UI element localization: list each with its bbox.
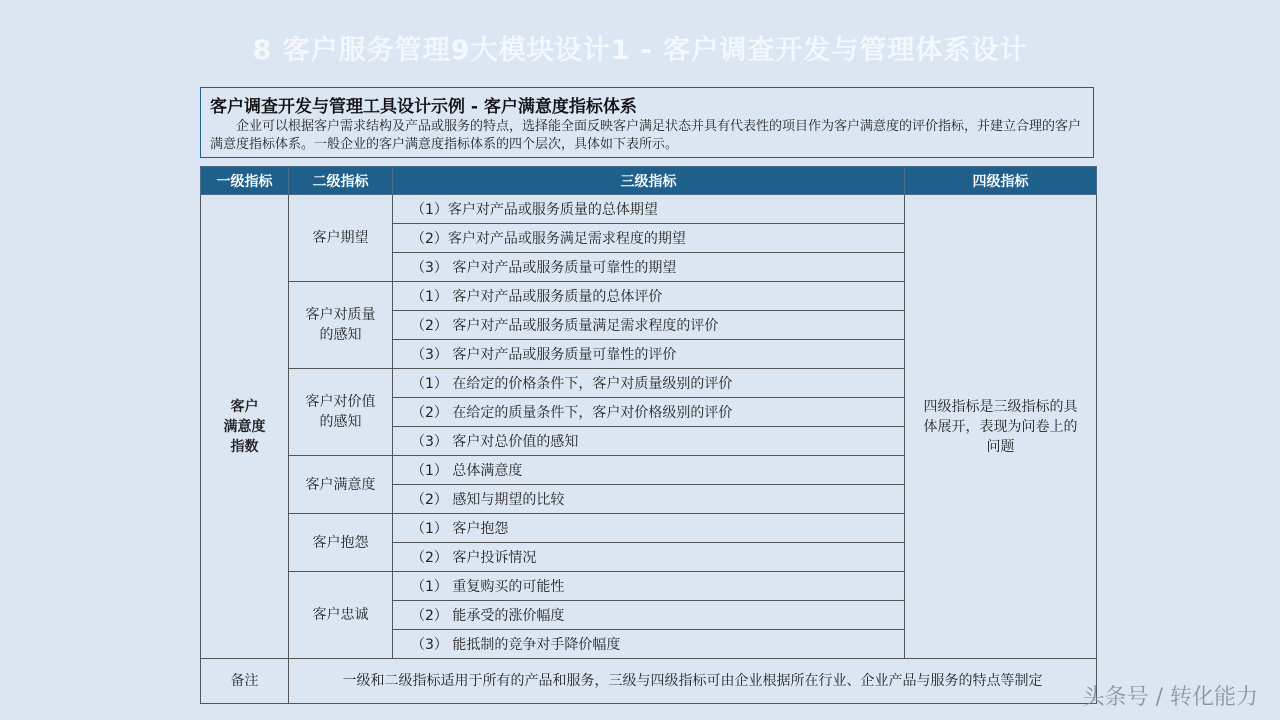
level2-cell: 客户满意度 <box>289 456 393 514</box>
level3-cell: （2） 客户对产品或服务质量满足需求程度的评价 <box>393 311 905 340</box>
table-row <box>201 195 1097 224</box>
level3-cell: （2） 在给定的质量条件下，客户对价格级别的评价 <box>393 398 905 427</box>
watermark: 头条号 / 转化能力 <box>1082 685 1258 710</box>
slide-title: 8 客户服务管理9大模块设计1 - 客户调查开发与管理体系设计 <box>252 35 1028 66</box>
note-label: 备注 <box>201 659 289 704</box>
header-level2: 二级指标 <box>289 167 393 195</box>
header-level3: 三级指标 <box>393 167 905 195</box>
level3-cell: （2） 客户投诉情况 <box>393 543 905 572</box>
level3-cell: （2）客户对产品或服务满足需求程度的期望 <box>393 224 905 253</box>
table-header-row <box>201 167 1097 195</box>
level3-cell: （1）客户对产品或服务质量的总体期望 <box>393 195 905 224</box>
level3-cell: （2） 能承受的涨价幅度 <box>393 601 905 630</box>
level3-cell: （1） 总体满意度 <box>393 456 905 485</box>
index-table <box>200 166 1097 704</box>
note-row <box>201 659 1097 704</box>
intro-heading: 客户调查开发与管理工具设计示例 - 客户满意度指标体系 <box>210 97 637 117</box>
level3-cell: （2） 感知与期望的比较 <box>393 485 905 514</box>
intro-text: 企业可以根据客户需求结构及产品或服务的特点，选择能全面反映客户满足状态并具有代表性的项目作为客户满意度的评价指标，并建立合理的客户满意度指标体系。一般企业的客户满意度指标体系的四个层次，具体如下表所示。 <box>210 119 1082 152</box>
note-text: 一级和二级指标适用于所有的产品和服务，三级与四级指标可由企业根据所在行业、企业产品与服务的特点等制定 <box>289 659 1097 704</box>
level3-cell: （1） 在给定的价格条件下，客户对质量级别的评价 <box>393 369 905 398</box>
level3-cell: （3） 客户对产品或服务质量可靠性的期望 <box>393 253 905 282</box>
intro-box <box>200 87 1094 158</box>
level2-cell: 客户期望 <box>289 195 393 282</box>
level3-cell: （3） 客户对产品或服务质量可靠性的评价 <box>393 340 905 369</box>
level2-cell: 客户对价值 的感知 <box>289 369 393 456</box>
level4-cell: 四级指标是三级指标的具体展开，表现为问卷上的问题 <box>905 195 1097 659</box>
level1-cell: 客户 满意度 指数 <box>201 195 289 659</box>
header-level1: 一级指标 <box>201 167 289 195</box>
level3-cell: （3） 能抵制的竞争对手降价幅度 <box>393 630 905 659</box>
level2-cell: 客户抱怨 <box>289 514 393 572</box>
level3-cell: （1） 客户抱怨 <box>393 514 905 543</box>
header-level4: 四级指标 <box>905 167 1097 195</box>
level3-cell: （1） 客户对产品或服务质量的总体评价 <box>393 282 905 311</box>
level3-cell: （1） 重复购买的可能性 <box>393 572 905 601</box>
level3-cell: （3） 客户对总价值的感知 <box>393 427 905 456</box>
level2-cell: 客户忠诚 <box>289 572 393 659</box>
level2-cell: 客户对质量 的感知 <box>289 282 393 369</box>
